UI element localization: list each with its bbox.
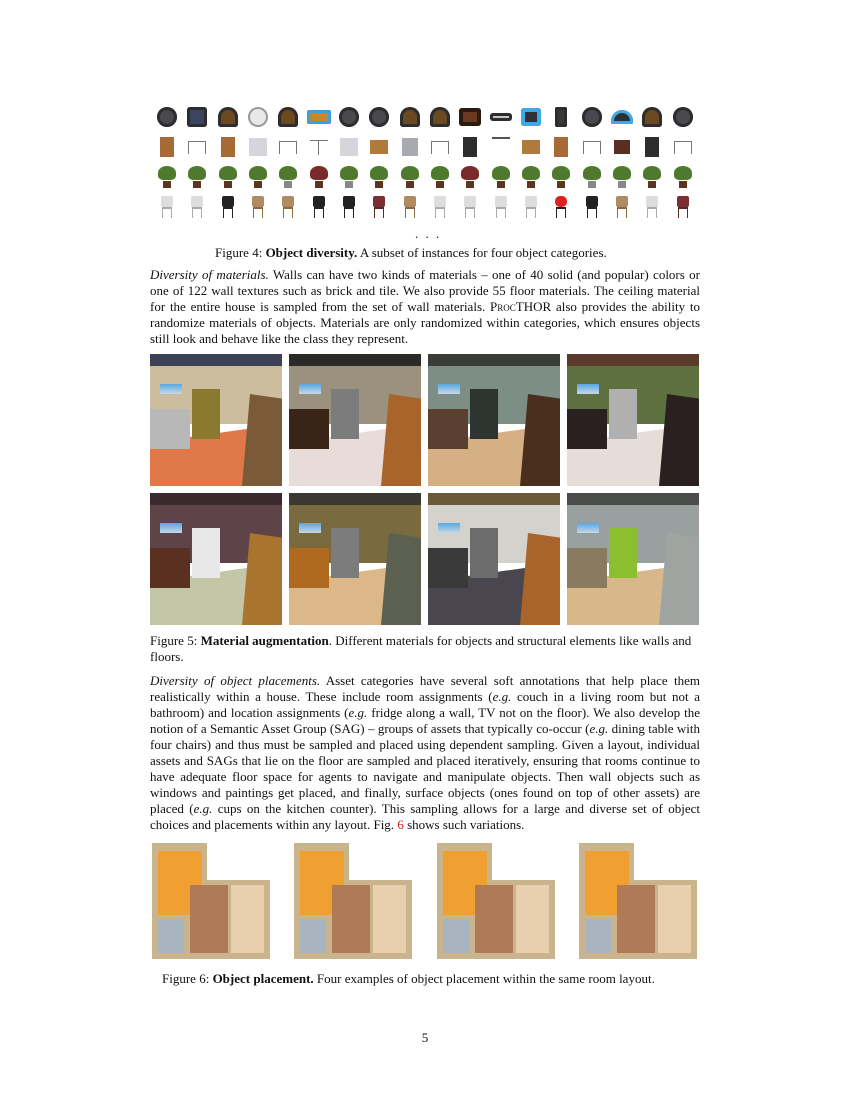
chair-thumbnail xyxy=(668,192,698,222)
chair-thumbnail xyxy=(304,192,334,222)
clock-thumbnail xyxy=(304,102,334,132)
figure4-ellipsis: . . . xyxy=(415,226,442,241)
chair-icon xyxy=(373,196,385,218)
chair-thumbnail xyxy=(577,192,607,222)
side-table-thumbnail xyxy=(425,132,455,162)
plant-icon xyxy=(526,166,536,188)
chair-icon xyxy=(161,196,173,218)
side-table-icon xyxy=(160,137,174,157)
house-plant-thumbnail xyxy=(577,162,607,192)
clock-thumbnail xyxy=(668,102,698,132)
house-plant-thumbnail xyxy=(273,162,303,192)
eg-italic: e.g. xyxy=(348,705,368,720)
figure6-floor-plans xyxy=(152,843,700,959)
side-table-icon xyxy=(340,138,358,156)
chair-thumbnail xyxy=(213,192,243,222)
chair-icon xyxy=(404,196,416,218)
clock-icon xyxy=(187,107,207,127)
chair-icon xyxy=(313,196,325,218)
material-render-image xyxy=(150,354,282,486)
figure5-text: . Different materials for objects and structural elements like walls and floors. xyxy=(150,633,692,664)
clock-thumbnail xyxy=(486,102,516,132)
side-table-thumbnail xyxy=(182,132,212,162)
side-table-icon xyxy=(310,140,328,155)
side-table-icon xyxy=(492,137,510,157)
paragraph-placements xyxy=(150,673,700,833)
clock-thumbnail xyxy=(152,102,182,132)
side-table-thumbnail xyxy=(455,132,485,162)
side-table-thumbnail xyxy=(395,132,425,162)
side-table-icon xyxy=(554,137,568,157)
house-plant-thumbnail xyxy=(334,162,364,192)
house-plant-thumbnail xyxy=(607,162,637,192)
clock-icon xyxy=(673,107,693,127)
house-plant-thumbnail xyxy=(516,162,546,192)
plant-icon xyxy=(374,166,384,188)
clock-icon xyxy=(218,107,238,127)
paragraph-lead: Diversity of materials. xyxy=(150,267,269,282)
chair-icon xyxy=(646,196,658,218)
clock-thumbnail xyxy=(334,102,364,132)
figure5-caption xyxy=(150,633,700,665)
plant-icon xyxy=(678,166,688,188)
chair-thumbnail xyxy=(425,192,455,222)
clock-icon xyxy=(430,107,450,127)
chair-thumbnail xyxy=(273,192,303,222)
chair-icon xyxy=(191,196,203,218)
paragraph-text: couch in a living room but not a bathroom) and location assignments ( xyxy=(150,689,700,720)
chair-thumbnail xyxy=(243,192,273,222)
chair-thumbnail xyxy=(334,192,364,222)
figure4-text: A subset of instances for four object categories. xyxy=(359,245,607,260)
chair-thumbnail xyxy=(607,192,637,222)
chair-thumbnail xyxy=(546,192,576,222)
paragraph-text: Asset categories have several soft annotations that help place them realistically within a house. These include room assignments ( xyxy=(150,673,700,704)
house-plant-thumbnail xyxy=(213,162,243,192)
plant-icon xyxy=(647,166,657,188)
plant-icon xyxy=(253,166,263,188)
eg-italic: e.g. xyxy=(589,721,609,736)
clock-thumbnail xyxy=(395,102,425,132)
house-plant-thumbnail xyxy=(546,162,576,192)
side-table-thumbnail xyxy=(213,132,243,162)
clock-icon xyxy=(307,110,331,124)
house-plant-thumbnail xyxy=(425,162,455,192)
chair-thumbnail xyxy=(637,192,667,222)
clock-icon xyxy=(642,107,662,127)
plant-icon xyxy=(192,166,202,188)
material-render-image xyxy=(567,354,699,486)
material-render-image xyxy=(150,493,282,625)
side-table-thumbnail xyxy=(364,132,394,162)
clock-thumbnail xyxy=(637,102,667,132)
side-table-icon xyxy=(583,141,601,154)
plant-icon xyxy=(587,166,597,188)
chair-icon xyxy=(434,196,446,218)
side-table-icon xyxy=(402,138,418,156)
paragraph-text: dining table with four chairs) and thus must be sampled and placed using dependent sampling. Given a layout, individual assets and SAGs that lie on the floor are sampled and placed iteratively, ensuring that rooms continue to have adequate floor space for agents to navigate and manipulate objects. Then wall objects such as windows and paintings get placed, and finally, surface objects (ones found on top of other assets) are placed ( xyxy=(150,721,701,816)
figure4-label: Figure 4: xyxy=(215,245,263,260)
house-plant-thumbnail xyxy=(486,162,516,192)
clock-icon xyxy=(490,113,512,121)
clock-thumbnail xyxy=(455,102,485,132)
material-render-image xyxy=(289,354,421,486)
side-table-icon xyxy=(674,141,692,154)
figure5-title: Material augmentation xyxy=(200,633,329,648)
chair-thumbnail xyxy=(152,192,182,222)
house-plant-thumbnail xyxy=(637,162,667,192)
clock-icon xyxy=(611,110,633,124)
floor-plan-image xyxy=(437,843,555,959)
chair-icon xyxy=(525,196,537,218)
plant-icon xyxy=(435,166,445,188)
clock-thumbnail xyxy=(273,102,303,132)
side-table-thumbnail xyxy=(607,132,637,162)
side-table-icon xyxy=(221,137,235,157)
side-table-thumbnail xyxy=(668,132,698,162)
side-table-icon xyxy=(614,140,630,154)
chair-thumbnail xyxy=(182,192,212,222)
side-table-icon xyxy=(249,138,267,156)
side-table-thumbnail xyxy=(273,132,303,162)
house-plant-thumbnail xyxy=(455,162,485,192)
house-plant-thumbnail xyxy=(395,162,425,192)
side-table-thumbnail xyxy=(577,132,607,162)
clock-thumbnail xyxy=(364,102,394,132)
eg-italic: e.g. xyxy=(492,689,512,704)
side-table-thumbnail xyxy=(546,132,576,162)
side-table-thumbnail xyxy=(152,132,182,162)
house-plant-thumbnail xyxy=(182,162,212,192)
chair-thumbnail xyxy=(486,192,516,222)
clock-thumbnail xyxy=(182,102,212,132)
side-table-thumbnail xyxy=(637,132,667,162)
material-render-image xyxy=(428,354,560,486)
chair-thumbnail xyxy=(455,192,485,222)
clock-icon xyxy=(459,108,481,126)
proc-smallcaps: Proc xyxy=(490,299,516,314)
eg-italic: e.g. xyxy=(193,801,213,816)
chair-icon xyxy=(343,196,355,218)
material-render-image xyxy=(289,493,421,625)
side-table-icon xyxy=(463,137,477,157)
clock-thumbnail xyxy=(577,102,607,132)
chair-icon xyxy=(252,196,264,218)
clock-icon xyxy=(521,108,541,126)
clock-thumbnail xyxy=(243,102,273,132)
house-plant-thumbnail xyxy=(668,162,698,192)
clock-icon xyxy=(400,107,420,127)
clock-thumbnail xyxy=(213,102,243,132)
side-table-thumbnail xyxy=(243,132,273,162)
clock-icon xyxy=(248,107,268,127)
plant-icon xyxy=(314,166,324,188)
house-plant-thumbnail xyxy=(152,162,182,192)
side-table-icon xyxy=(645,137,659,157)
chair-icon xyxy=(222,196,234,218)
clock-icon xyxy=(278,107,298,127)
plant-icon xyxy=(465,166,475,188)
clock-thumbnail xyxy=(425,102,455,132)
clock-thumbnail xyxy=(546,102,576,132)
house-plant-thumbnail xyxy=(243,162,273,192)
plant-icon xyxy=(162,166,172,188)
clock-thumbnail xyxy=(516,102,546,132)
chair-icon xyxy=(616,196,628,218)
floor-plan-image xyxy=(294,843,412,959)
clock-thumbnail xyxy=(607,102,637,132)
chair-icon xyxy=(586,196,598,218)
figure6-caption xyxy=(162,971,655,987)
figure5-label: Figure 5: xyxy=(150,633,198,648)
paragraph-text: shows such variations. xyxy=(403,817,525,832)
paragraph-text: also provides the ability to randomize materials of objects. Materials are only randomized within categories, which ensures objects still look and behave like the class they represent. xyxy=(150,299,700,346)
side-table-thumbnail xyxy=(334,132,364,162)
plant-icon xyxy=(283,166,293,188)
chair-thumbnail xyxy=(364,192,394,222)
side-table-icon xyxy=(370,140,388,154)
chair-icon xyxy=(282,196,294,218)
figure6-label: Figure 6: xyxy=(162,971,210,986)
floor-plan-image xyxy=(152,843,270,959)
plant-icon xyxy=(405,166,415,188)
side-table-thumbnail xyxy=(304,132,334,162)
material-render-image xyxy=(567,493,699,625)
chair-icon xyxy=(677,196,689,218)
clock-icon xyxy=(157,107,177,127)
plant-icon xyxy=(617,166,627,188)
plant-icon xyxy=(556,166,566,188)
figure6-title: Object placement. xyxy=(212,971,314,986)
paragraph-lead: Diversity of object placements. xyxy=(150,673,321,688)
plant-icon xyxy=(496,166,506,188)
plant-icon xyxy=(223,166,233,188)
clock-icon xyxy=(339,107,359,127)
side-table-icon xyxy=(522,140,540,154)
figure4-title: Object diversity. xyxy=(265,245,358,260)
clock-icon xyxy=(555,107,567,127)
house-plant-thumbnail xyxy=(364,162,394,192)
side-table-thumbnail xyxy=(486,132,516,162)
side-table-icon xyxy=(279,141,297,154)
side-table-icon xyxy=(188,141,206,154)
side-table-thumbnail xyxy=(516,132,546,162)
house-plant-thumbnail xyxy=(304,162,334,192)
paragraph-materials xyxy=(150,267,700,347)
clock-icon xyxy=(369,107,389,127)
plant-icon xyxy=(344,166,354,188)
figure4-object-grid xyxy=(152,102,698,222)
chair-thumbnail xyxy=(516,192,546,222)
material-render-image xyxy=(428,493,560,625)
figure6-reference-link[interactable]: 6 xyxy=(397,817,404,832)
floor-plan-image xyxy=(579,843,697,959)
clock-icon xyxy=(582,107,602,127)
chair-icon xyxy=(464,196,476,218)
figure6-text: Four examples of object placement within the same room layout. xyxy=(316,971,655,986)
paragraph-text: fridge along a wall, TV not on the floor). We also develop the notion of a Semantic Asset Group (SAG) – groups of assets that typically co-occur ( xyxy=(150,705,700,736)
side-table-icon xyxy=(431,141,449,154)
paragraph-text: Walls can have two kinds of materials – one of 40 solid (and popular) colors or one of 122 wall textures such as brick and tile. We also provide 55 floor materials. The ceiling material for the entire house is sampled from the set of wall materials. xyxy=(150,267,700,314)
page-number: 5 xyxy=(421,1030,429,1045)
thor-text: THOR xyxy=(515,299,552,314)
figure4-caption xyxy=(215,245,607,261)
chair-thumbnail xyxy=(395,192,425,222)
paragraph-text: cups on the kitchen counter). This sampling allows for a large and diverse set of object choices and placements within any layout. Fig. xyxy=(150,801,700,832)
chair-icon xyxy=(555,196,567,218)
chair-icon xyxy=(495,196,507,218)
figure5-material-grid xyxy=(150,354,700,626)
